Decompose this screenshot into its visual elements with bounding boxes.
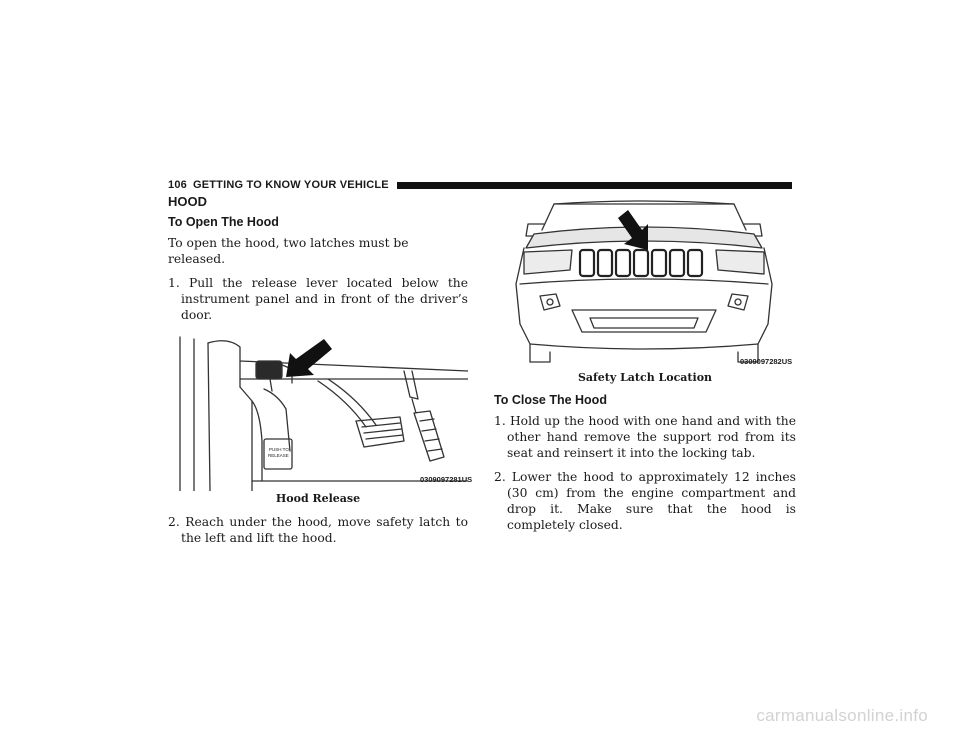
pedal-label-line-2: RELEASE (268, 453, 289, 458)
figure-caption: Hood Release (275, 492, 361, 505)
hood-release-illustration (168, 331, 468, 491)
close-step-1: 1. Hold up the hood with one hand and with the other hand remove the support rod from its seat and reinsert it into the locking tab. (494, 414, 796, 460)
section-title: GETTING TO KNOW YOUR VEHICLE (192, 179, 389, 191)
pedal-label-line-1: PUSH TO (269, 447, 289, 452)
section-heading: HOOD (168, 194, 207, 209)
open-hood-heading: To Open The Hood (168, 215, 279, 229)
figure-code: 0309097281US (420, 475, 473, 484)
left-column (168, 194, 473, 554)
close-step-2: 2. Lower the hood to approximately 12 inches (30 cm) from the engine compartment and drop it. Make sure that the hood is completely closed. (494, 470, 796, 532)
right-column (494, 194, 796, 541)
hood-release-figure (168, 331, 473, 491)
site-watermark: carmanualsonline.info (756, 706, 928, 725)
page-header (168, 178, 792, 192)
figure-code: 0309097282US (740, 357, 793, 366)
figure-caption: Safety Latch Location (577, 371, 713, 384)
vehicle-front-illustration (494, 194, 794, 370)
header-rule (397, 182, 792, 189)
close-hood-heading: To Close The Hood (494, 393, 607, 407)
safety-latch-figure (494, 194, 794, 370)
intro-text: To open the hood, two latches must be released. (168, 236, 409, 266)
open-step-2: 2. Reach under the hood, move safety latch to the left and lift the hood. (168, 515, 468, 545)
open-step-1: 1. Pull the release lever located below the instrument panel and in front of the driver’s door. (168, 276, 468, 322)
page-number: 106 (168, 179, 187, 191)
